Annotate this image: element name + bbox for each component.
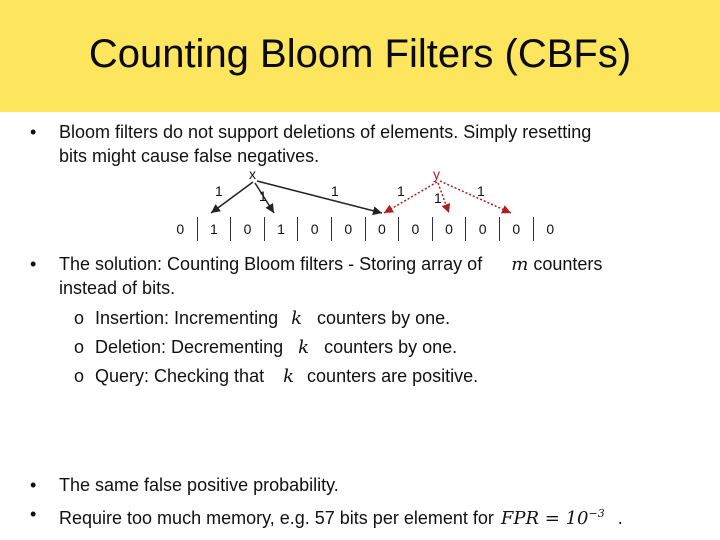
y-arrow-1: [384, 182, 437, 213]
counter-label: 1: [331, 183, 339, 199]
bullet-2-line-2: instead of bits.: [59, 278, 176, 298]
sub-bullet-marker: o: [74, 366, 85, 386]
bullet-1-line-1: Bloom filters do not support deletions of elements. Simply resetting: [59, 122, 592, 142]
sub-bullet-marker: o: [74, 337, 85, 357]
bit-cell: 0: [546, 221, 555, 237]
k-symbol: k: [283, 366, 295, 387]
k-symbol: k: [298, 337, 310, 358]
bullet-dot: •: [30, 122, 37, 142]
deletion-item: [95, 335, 457, 360]
bit-array: [164, 217, 567, 241]
bit-cell: 0: [500, 217, 534, 241]
insertion-item: [95, 306, 450, 331]
bit-cell: 0: [399, 217, 433, 241]
bit-cell: 1: [198, 217, 232, 241]
bullet-3: The same false positive probability.: [59, 475, 339, 495]
fpr-exponent: −3: [588, 507, 605, 520]
counter-label: 1: [397, 183, 405, 199]
query-text: Query: Checking that: [95, 366, 265, 386]
bullet-dot: •: [30, 504, 37, 524]
bit-cell: 0: [332, 217, 366, 241]
insertion-text: Insertion: Incrementing: [95, 308, 279, 328]
counter-label: 1: [259, 188, 267, 204]
sub-bullet-marker: o: [74, 308, 85, 328]
fpr-formula: FPR = 10: [500, 508, 589, 529]
counter-label: 1: [477, 183, 485, 199]
counter-label: 1: [215, 183, 223, 199]
bullet-4: [59, 502, 623, 531]
bit-cell: 0: [366, 217, 400, 241]
bit-cell: 0: [231, 217, 265, 241]
deletion-suffix: counters by one.: [324, 337, 458, 357]
counter-label: 1: [434, 190, 442, 206]
bit-cell: 0: [466, 217, 500, 241]
bit-cell: 1: [265, 217, 299, 241]
bit-cell: 0: [433, 217, 467, 241]
deletion-text: Deletion: Decrementing: [95, 337, 284, 357]
query-suffix: counters are positive.: [307, 366, 479, 386]
y-label: y: [433, 166, 440, 182]
bit-cell: 0: [298, 217, 332, 241]
bullet-4-period: .: [617, 508, 623, 528]
x-arrow-3: [257, 181, 382, 213]
bullet-4-text: Require too much memory, e.g. 57 bits per element for: [59, 508, 494, 528]
bullet-2-line-1: [59, 252, 602, 277]
bit-cell: 0: [164, 217, 198, 241]
y-arrow-3: [440, 181, 511, 213]
query-item: [95, 364, 478, 389]
slide-title: Counting Bloom Filters (CBFs): [88, 32, 632, 76]
insertion-suffix: counters by one.: [317, 308, 451, 328]
bullet-dot: •: [30, 475, 37, 495]
m-symbol: m: [511, 254, 529, 275]
bullet-dot: •: [30, 254, 37, 274]
x-label: x: [249, 166, 256, 182]
bullet-2-text: The solution: Counting Bloom filters - Storing array of: [59, 254, 483, 274]
bullet-1-line-2: bits might cause false negatives.: [59, 146, 320, 166]
k-symbol: k: [291, 308, 303, 329]
bullet-2-counters: counters: [533, 254, 603, 274]
